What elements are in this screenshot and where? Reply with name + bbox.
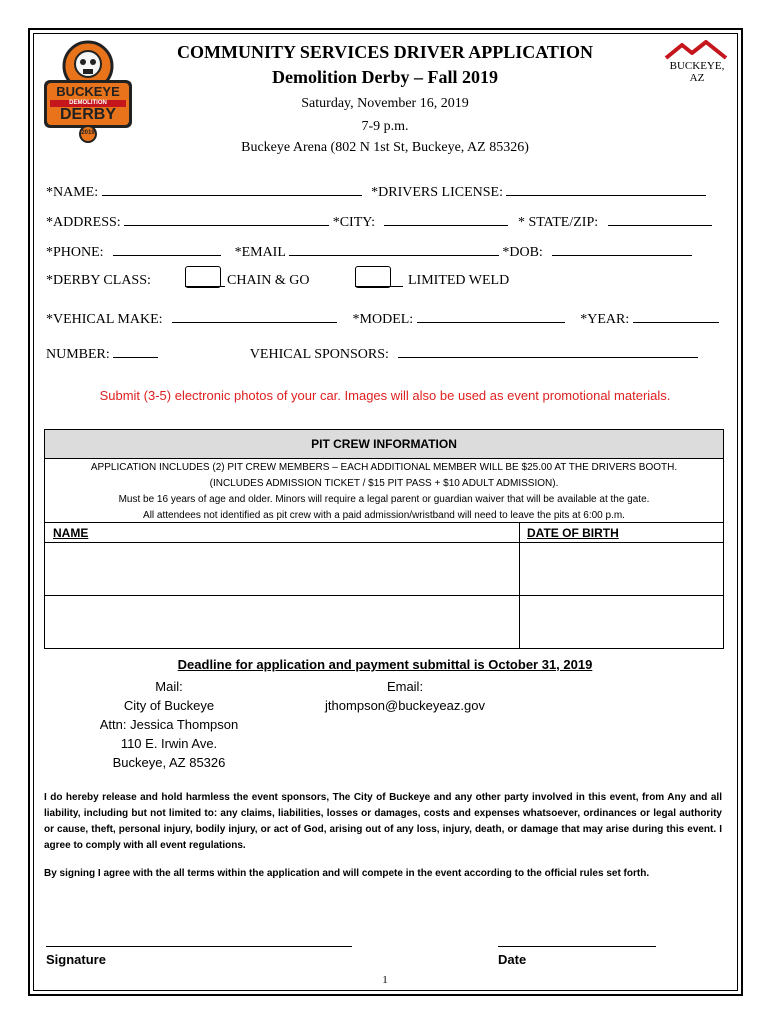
mail-address-block	[64, 677, 274, 772]
photo-submission-note: Submit (3-5) electronic photos of your car. Images will also be used as event promotional materials.	[99, 388, 671, 403]
pit-crew-note-3: Must be 16 years of age and older. Minors will require a legal parent or guardian waiver that will be available at the gate.	[118, 494, 650, 505]
number-field[interactable]	[113, 345, 158, 358]
derby-logo-top-text: BUCKEYE	[56, 84, 120, 99]
vehicle-row	[46, 310, 719, 328]
vehicle-sponsors-label: VEHICAL SPONSORS:	[249, 347, 389, 362]
pit-crew-notes	[45, 460, 723, 524]
derby-logo-middle-text: DEMOLITION	[69, 100, 107, 106]
city-label: *CITY:	[332, 215, 375, 230]
email-address-block	[300, 677, 510, 715]
chain-and-go-label: CHAIN & GO	[227, 273, 310, 288]
form-subtitle: Demolition Derby – Fall 2019	[272, 67, 498, 87]
vehicle-make-label: *VEHICAL MAKE:	[46, 312, 163, 327]
email-label: *EMAIL	[234, 245, 286, 260]
limited-weld-underline	[355, 273, 403, 287]
limited-weld-label: LIMITED WELD	[408, 273, 510, 288]
date-line[interactable]	[498, 946, 656, 947]
pit-crew-note-4: All attendees not identified as pit crew with a paid admission/wristband will need to leave the pits at 6:00 p.m.	[143, 510, 625, 521]
model-field[interactable]	[417, 310, 565, 323]
year-label: *YEAR:	[580, 312, 630, 327]
mail-line-4: Buckeye, AZ 85326	[112, 755, 226, 770]
pit-crew-name-header: NAME	[53, 526, 89, 540]
mail-line-3: 110 E. Irwin Ave.	[120, 736, 218, 751]
event-time: 7-9 p.m.	[361, 119, 409, 134]
address-field[interactable]	[124, 213, 329, 226]
address-label: *ADDRESS:	[46, 215, 121, 230]
name-row	[46, 183, 706, 201]
model-label: *MODEL:	[352, 312, 414, 327]
pit-crew-dob-header: DATE OF BIRTH	[527, 526, 619, 540]
form-title: COMMUNITY SERVICES DRIVER APPLICATION	[177, 42, 593, 62]
deadline-notice: Deadline for application and payment submittal is October 31, 2019	[177, 657, 593, 672]
pit-crew-note-2: (INCLUDES ADMISSION TICKET / $15 PIT PASS + $10 ADULT ADMISSION).	[209, 478, 559, 489]
mail-line-2: Attn: Jessica Thompson	[99, 717, 239, 732]
drivers-license-label: *DRIVERS LICENSE:	[371, 185, 503, 200]
vehicle-sponsors-field[interactable]	[398, 345, 698, 358]
dob-field[interactable]	[552, 243, 692, 256]
agreement-text: By signing I agree with the all terms within the application and will compete in the event according to the official rules set forth.	[44, 868, 650, 879]
pit-crew-notes-divider	[45, 522, 723, 523]
vehicle-make-field[interactable]	[172, 310, 337, 323]
state-zip-label: * STATE/ZIP:	[517, 215, 599, 230]
pit-crew-table	[44, 429, 724, 649]
phone-field[interactable]	[113, 243, 221, 256]
city-field[interactable]	[384, 213, 508, 226]
derby-logo-bottom-text: DERBY	[59, 106, 116, 123]
name-field[interactable]	[102, 183, 362, 196]
pit-crew-note-1: APPLICATION INCLUDES (2) PIT CREW MEMBERS – EACH ADDITIONAL MEMBER WILL BE $25.00 AT THE DRIVERS BOOTH.	[90, 462, 678, 473]
phone-row	[46, 243, 692, 261]
event-venue: Buckeye Arena (802 N 1st St, Buckeye, AZ 85326)	[241, 140, 529, 155]
page-number: 1	[382, 974, 388, 986]
pit-crew-row-1-dob-cell[interactable]	[520, 543, 723, 595]
number-row	[46, 345, 698, 363]
derby-class-label: *DERBY CLASS:	[46, 273, 151, 288]
city-logo-text: BUCKEYE, AZ	[669, 60, 725, 84]
name-label: *NAME:	[46, 185, 99, 200]
address-row	[46, 213, 712, 231]
submission-email-label: Email:	[386, 679, 424, 694]
date-label: Date	[498, 952, 527, 967]
pit-crew-row-1-name-cell[interactable]	[45, 543, 518, 595]
signature-label: Signature	[46, 952, 106, 967]
pit-crew-header: PIT CREW INFORMATION	[45, 430, 723, 459]
signature-line[interactable]	[46, 946, 352, 947]
email-field[interactable]	[289, 243, 499, 256]
mail-label: Mail:	[155, 679, 183, 694]
drivers-license-field[interactable]	[506, 183, 706, 196]
pit-crew-row-2-name-cell[interactable]	[45, 596, 518, 648]
phone-label: *PHONE:	[46, 245, 104, 260]
dob-label: *DOB:	[502, 245, 543, 260]
state-zip-field[interactable]	[608, 213, 712, 226]
mail-line-1: City of Buckeye	[123, 698, 215, 713]
event-date: Saturday, November 16, 2019	[301, 96, 469, 111]
chain-and-go-underline	[185, 273, 225, 287]
pit-crew-row-2-dob-cell[interactable]	[520, 596, 723, 648]
derby-logo-year: 2019	[81, 130, 95, 136]
submission-email-link[interactable]: jthompson@buckeyeaz.gov	[325, 698, 485, 713]
liability-release-text: I do hereby release and hold harmless the event sponsors, The City of Buckeye and any other party involved in this event, from Any and all liability, including but not limited to: any claims, liabilities, losses or damages, costs and expenses whatsoever, ordinances or legal authority or cause, theft, personal injury, bodily injury, or act of God, arising out of any loss, injury, death, or damage that may arise during this event. I agree to comply with all event regulations.	[44, 792, 722, 851]
year-field[interactable]	[633, 310, 719, 323]
number-label: NUMBER:	[46, 347, 110, 362]
